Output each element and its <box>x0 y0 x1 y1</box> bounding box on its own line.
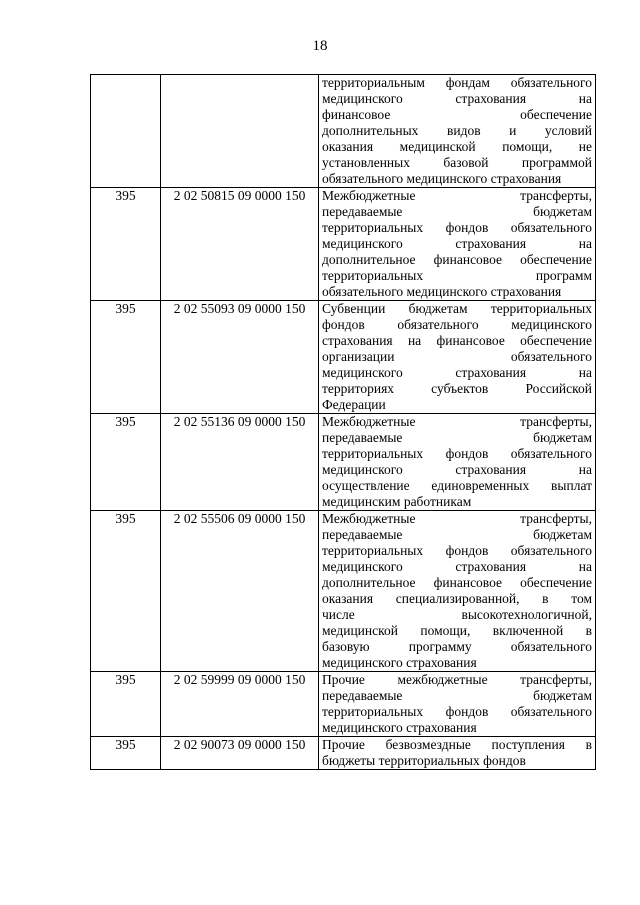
table-row <box>91 75 596 188</box>
revenue-name-line: фондов обязательного медицинского <box>322 317 592 332</box>
revenue-name-line: медицинского страхования <box>322 720 477 735</box>
admin-code-cell: 395 <box>91 511 161 672</box>
admin-code-cell: 395 <box>91 737 161 770</box>
revenue-name-line: Прочие безвозмездные поступления в <box>322 737 592 752</box>
revenue-name-line: страхования на финансовое обеспечение <box>322 333 592 348</box>
table-row <box>91 414 596 511</box>
revenue-name-line: обязательного медицинского страхования <box>322 284 562 299</box>
revenue-name-line: территориальных фондов обязательного <box>322 543 592 558</box>
revenue-name-line: базовую программу обязательного <box>322 639 592 654</box>
revenue-name-cell <box>319 511 596 672</box>
revenue-name-line: Межбюджетные трансферты, <box>322 188 592 203</box>
admin-code-cell: 395 <box>91 301 161 414</box>
revenue-name-line: медицинского страхования на <box>322 91 592 106</box>
revenue-name-line: медицинской помощи, включенной в <box>322 623 592 638</box>
revenue-name-cell <box>319 672 596 737</box>
revenue-name-line: Межбюджетные трансферты, <box>322 511 592 526</box>
budget-code-cell <box>161 75 319 188</box>
revenue-name-cell <box>319 75 596 188</box>
admin-code-cell: 395 <box>91 188 161 301</box>
budget-code-cell: 2 02 59999 09 0000 150 <box>161 672 319 737</box>
revenue-name-line: Прочие межбюджетные трансферты, <box>322 672 592 687</box>
revenue-name-line: дополнительное финансовое обеспечение <box>322 575 592 590</box>
revenue-name-line: Субвенции бюджетам территориальных <box>322 301 592 316</box>
revenue-name-cell <box>319 301 596 414</box>
revenue-name-line: территориальных фондов обязательного <box>322 446 592 461</box>
budget-code-cell: 2 02 55506 09 0000 150 <box>161 511 319 672</box>
revenue-name-line: медицинским работникам <box>322 494 472 509</box>
revenue-name-line: организации обязательного <box>322 349 592 364</box>
table-body <box>91 75 596 770</box>
revenue-name-line: обязательного медицинского страхования <box>322 171 562 186</box>
revenue-name-line: передаваемые бюджетам <box>322 688 592 703</box>
revenue-name-line: территориальных фондов обязательного <box>322 704 592 719</box>
revenue-name-line: территориальным фондам обязательного <box>322 75 592 90</box>
revenue-name-line: Федерации <box>322 397 386 412</box>
revenue-name-line: медицинского страхования <box>322 655 477 670</box>
revenue-name-line: оказания медицинской помощи, не <box>322 139 592 154</box>
revenue-name-line: передаваемые бюджетам <box>322 527 592 542</box>
revenue-name-line: Межбюджетные трансферты, <box>322 414 592 429</box>
revenue-name-line: территориях субъектов Российской <box>322 381 592 396</box>
admin-code-cell <box>91 75 161 188</box>
revenue-name-line: медицинского страхования на <box>322 236 592 251</box>
revenue-name-line: финансовое обеспечение <box>322 107 592 122</box>
revenue-name-line: дополнительных видов и условий <box>322 123 592 138</box>
revenue-name-line: территориальных программ <box>322 268 592 283</box>
budget-code-cell: 2 02 50815 09 0000 150 <box>161 188 319 301</box>
page-number: 18 <box>312 38 328 54</box>
revenue-name-line: установленных базовой программой <box>322 155 592 170</box>
revenue-name-line: осуществление единовременных выплат <box>322 478 592 493</box>
admin-code-cell: 395 <box>91 672 161 737</box>
revenue-name-line: дополнительное финансовое обеспечение <box>322 252 592 267</box>
revenue-name-line: бюджеты территориальных фондов <box>322 753 526 768</box>
budget-code-cell: 2 02 55136 09 0000 150 <box>161 414 319 511</box>
revenue-name-line: территориальных фондов обязательного <box>322 220 592 235</box>
revenue-name-line: оказания специализированной, в том <box>322 591 592 606</box>
table-row <box>91 737 596 770</box>
table-row <box>91 511 596 672</box>
revenue-name-cell <box>319 414 596 511</box>
revenue-name-line: медицинского страхования на <box>322 559 592 574</box>
revenue-name-line: медицинского страхования на <box>322 462 592 477</box>
table-row <box>91 672 596 737</box>
revenue-name-cell <box>319 737 596 770</box>
budget-classification-table <box>90 74 596 770</box>
table-row <box>91 301 596 414</box>
admin-code-cell: 395 <box>91 414 161 511</box>
budget-code-cell: 2 02 90073 09 0000 150 <box>161 737 319 770</box>
budget-code-cell: 2 02 55093 09 0000 150 <box>161 301 319 414</box>
revenue-name-line: передаваемые бюджетам <box>322 430 592 445</box>
revenue-name-line: передаваемые бюджетам <box>322 204 592 219</box>
revenue-name-line: числе высокотехнологичной, <box>322 607 592 622</box>
table-row <box>91 188 596 301</box>
revenue-name-line: медицинского страхования на <box>322 365 592 380</box>
revenue-name-cell <box>319 188 596 301</box>
